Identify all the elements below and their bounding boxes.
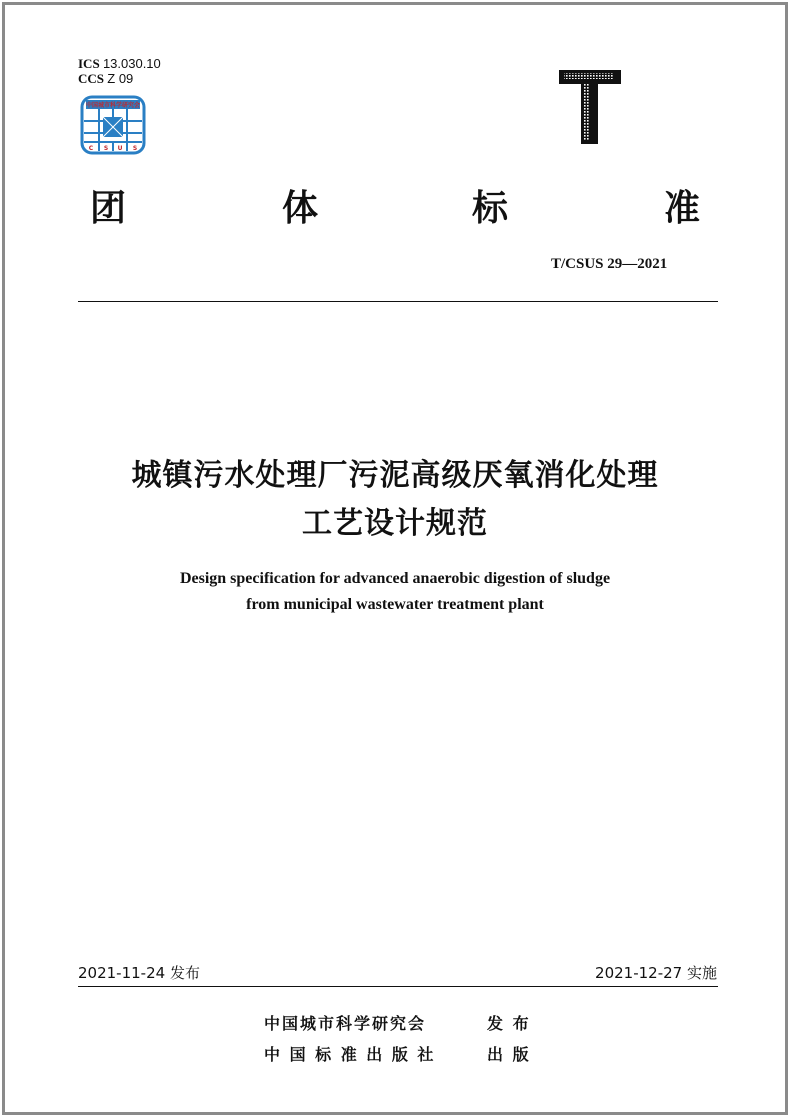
standard-kind-char: 准 xyxy=(664,188,701,229)
press-name: 中 国 标 准 出 版 社 xyxy=(264,1045,436,1064)
logo-letter-c: C xyxy=(88,145,94,152)
footer-divider xyxy=(78,986,718,987)
press-role: 出 版 xyxy=(487,1045,531,1064)
standard-kind-char: 体 xyxy=(282,188,319,229)
header-divider xyxy=(78,301,718,302)
svg-text:S: S xyxy=(103,145,109,152)
issue-date: 2021-11-24 发布 xyxy=(78,964,200,982)
ccs-code: CCS Z 09 xyxy=(78,71,134,86)
csus-logo xyxy=(80,95,146,155)
classification-codes xyxy=(78,56,161,86)
ics-code: ICS 13.030.10 xyxy=(78,56,161,71)
page-frame xyxy=(2,2,788,1115)
standard-kind-char: 标 xyxy=(472,188,509,229)
implementation-date: 2021-12-27 实施 xyxy=(595,964,717,982)
svg-text:中国城市科学研究会: 中国城市科学研究会 xyxy=(85,102,141,109)
standard-number: T/CSUS 29—2021 xyxy=(551,256,668,272)
standard-t-mark xyxy=(557,66,623,146)
svg-text:U: U xyxy=(117,145,123,152)
title-en-line2: from municipal wastewater treatment plant xyxy=(246,596,544,613)
standard-kind-char: 团 xyxy=(90,188,127,229)
title-cn-line1: 城镇污水处理厂污泥高级厌氧消化处理 xyxy=(131,458,659,493)
publisher-role: 发 布 xyxy=(487,1014,531,1033)
publisher-name: 中国城市科学研究会 xyxy=(264,1014,427,1033)
title-cn-line2: 工艺设计规范 xyxy=(302,506,488,541)
svg-text:S: S xyxy=(132,145,138,152)
title-en-line1: Design specification for advanced anaerobic digestion of sludge xyxy=(179,570,611,587)
